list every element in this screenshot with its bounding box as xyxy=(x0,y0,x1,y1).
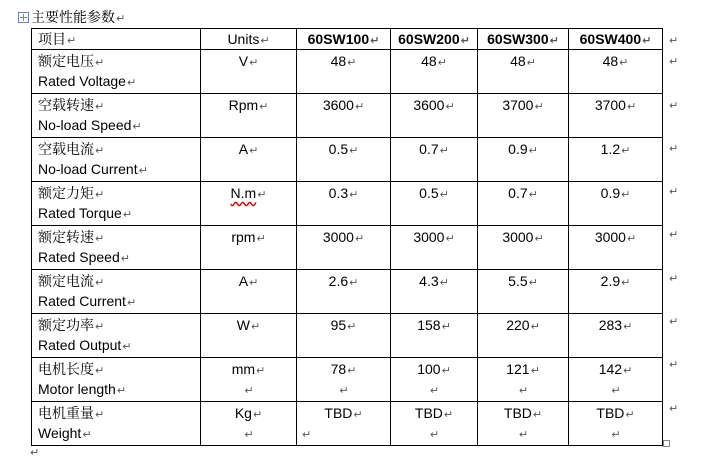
unit-value-text: A xyxy=(238,141,249,157)
parameter-name-cell xyxy=(32,182,201,226)
paragraph-mark-icon: ↵ xyxy=(530,320,540,333)
unit-value-text: V xyxy=(238,53,249,69)
paragraph-mark-icon: ↵ xyxy=(95,100,105,113)
unit-cell xyxy=(201,182,297,226)
model-value xyxy=(297,272,390,292)
value-cell xyxy=(297,314,391,358)
paragraph-mark-icon: ↵ xyxy=(532,408,543,421)
model-value xyxy=(297,96,390,116)
table-row xyxy=(32,402,663,446)
model-value xyxy=(478,316,568,336)
model-value xyxy=(478,228,568,248)
value-cell xyxy=(478,50,569,94)
model-value xyxy=(478,140,568,160)
paragraph-mark-icon: ↵ xyxy=(126,296,137,309)
paragraph-mark-icon: ↵ xyxy=(445,100,455,113)
parameter-name-cell xyxy=(32,94,201,138)
paragraph-mark-icon: ↵ xyxy=(95,232,105,245)
value-cell xyxy=(297,226,391,270)
value-cell xyxy=(478,314,569,358)
row-end-mark-icon: ↵ xyxy=(669,34,679,47)
table-row xyxy=(32,270,663,314)
model-value-text: 0.3 xyxy=(328,185,349,201)
paragraph-mark-icon: ↵ xyxy=(95,144,105,157)
parameter-name-cn xyxy=(38,316,104,336)
model-value-text: TBD xyxy=(414,405,443,421)
paragraph-mark-icon: ↵ xyxy=(611,428,621,441)
value-cell xyxy=(391,402,478,446)
document-heading xyxy=(31,8,125,28)
value-cell xyxy=(391,358,478,402)
unit-value-text: N.m xyxy=(230,185,257,201)
paragraph-mark-icon: ↵ xyxy=(347,364,357,377)
unit-value-text: rpm xyxy=(231,229,256,245)
value-cell xyxy=(569,402,663,446)
model-value-text: 0.7 xyxy=(508,185,528,201)
unit-value xyxy=(201,96,296,116)
model-value-text: 3000 xyxy=(594,229,626,245)
table-header-row xyxy=(32,29,663,50)
paragraph-mark-icon: ↵ xyxy=(439,276,449,289)
paragraph-mark-icon: ↵ xyxy=(339,384,349,397)
table-resize-handle-icon[interactable] xyxy=(663,440,670,447)
model-value-text: 0.5 xyxy=(328,141,349,157)
paragraph-mark-icon: ↵ xyxy=(249,56,259,69)
unit-value xyxy=(201,272,296,292)
paragraph-mark-icon: ↵ xyxy=(82,428,92,441)
parameter-name-cn xyxy=(38,52,104,72)
paragraph-mark-icon: ↵ xyxy=(353,408,363,421)
paragraph-mark-icon: ↵ xyxy=(122,340,132,353)
model-value xyxy=(297,184,390,204)
model-value-text: 48 xyxy=(510,53,526,69)
value-cell xyxy=(297,50,391,94)
value-cell xyxy=(478,182,569,226)
parameter-name-cn-text: 额定转速 xyxy=(38,229,94,245)
model-value xyxy=(297,52,390,72)
model-value xyxy=(391,228,477,248)
model-value-text: 3700 xyxy=(502,97,534,113)
parameter-name-en-text: Rated Torque xyxy=(38,205,122,221)
value-cell xyxy=(391,226,478,270)
model-value-text: 121 xyxy=(506,361,530,377)
paragraph-mark-icon: ↵ xyxy=(256,364,266,377)
parameter-name-en-text: Weight xyxy=(38,425,82,441)
model-value xyxy=(391,184,477,204)
parameter-name-en xyxy=(38,204,132,224)
value-cell xyxy=(391,270,478,314)
paragraph-mark-icon: ↵ xyxy=(116,384,127,397)
model-value xyxy=(391,404,477,424)
model-value-text: 5.5 xyxy=(508,273,528,289)
performance-parameters-table xyxy=(31,28,663,446)
paragraph-mark-icon: ↵ xyxy=(623,320,633,333)
value-cell xyxy=(297,270,391,314)
unit-value-text: Rpm xyxy=(228,97,259,113)
parameter-name-en xyxy=(38,248,130,268)
value-cell xyxy=(297,402,391,446)
row-end-mark-icon: ↵ xyxy=(669,402,679,415)
parameter-name-en xyxy=(38,116,142,136)
model-value-text: 78 xyxy=(330,361,347,377)
parameter-name-cell xyxy=(32,138,201,182)
value-cell xyxy=(391,50,478,94)
row-end-mark-icon: ↵ xyxy=(669,272,679,285)
header-model-label: 60SW200↵ xyxy=(398,31,470,47)
heading-text: 主要性能参数 xyxy=(31,9,115,25)
paragraph-mark-icon: ↵ xyxy=(249,144,259,157)
paragraph-mark-icon: ↵ xyxy=(120,252,130,265)
parameter-name-cn-text: 额定电流 xyxy=(38,273,94,289)
paragraph-mark-icon: ↵ xyxy=(534,232,544,245)
paragraph-mark-icon: ↵ xyxy=(95,56,105,69)
paragraph-mark-icon: ↵ xyxy=(257,188,267,201)
paragraph-mark-icon: ↵ xyxy=(619,56,629,69)
row-end-mark-icon: ↵ xyxy=(669,99,679,112)
paragraph-mark-icon: ↵ xyxy=(244,428,254,441)
model-value xyxy=(391,272,477,292)
parameter-name-en-text: Rated Voltage xyxy=(38,73,126,89)
model-value xyxy=(391,316,477,336)
unit-cell xyxy=(201,270,297,314)
model-value xyxy=(478,272,568,292)
unit-cell xyxy=(201,402,297,446)
paragraph-mark-icon: ↵ xyxy=(354,232,365,245)
unit-value xyxy=(201,404,296,424)
paragraph-mark-icon: ↵ xyxy=(439,144,449,157)
unit-value-text: A xyxy=(238,273,249,289)
paragraph-mark-icon: ↵ xyxy=(132,120,142,133)
paragraph-mark-icon: ↵ xyxy=(437,56,447,69)
paragraph-mark-icon: ↵ xyxy=(623,364,633,377)
parameter-name-en xyxy=(38,336,132,356)
value-cell xyxy=(391,314,478,358)
parameter-name-cell xyxy=(32,402,201,446)
value-cell xyxy=(569,358,663,402)
model-value-text: 3000 xyxy=(502,229,534,245)
model-value xyxy=(569,140,662,160)
value-cell xyxy=(297,358,391,402)
model-value-text: 283 xyxy=(598,317,623,333)
model-value-text: 48 xyxy=(602,53,619,69)
header-units-cell xyxy=(201,29,297,50)
unit-value-text: mm xyxy=(231,361,256,377)
row-end-mark-icon: ↵ xyxy=(669,315,679,328)
model-value-text: 95 xyxy=(330,317,347,333)
parameter-name-cn xyxy=(38,184,104,204)
model-value-text: 158 xyxy=(417,317,441,333)
header-model-label: 60SW300↵ xyxy=(487,31,559,47)
paragraph-mark-icon: ↵ xyxy=(534,100,544,113)
parameter-name-cn xyxy=(38,272,104,292)
paragraph-mark-icon: ↵ xyxy=(530,364,540,377)
value-cell xyxy=(569,138,663,182)
value-cell xyxy=(569,50,663,94)
model-value-text: 100 xyxy=(417,361,441,377)
model-value xyxy=(569,404,662,424)
header-model-cell xyxy=(478,29,569,50)
model-value xyxy=(478,360,568,380)
header-model-cell xyxy=(391,29,478,50)
unit-value xyxy=(201,228,296,248)
parameter-name-cn xyxy=(38,228,104,248)
row-end-mark-icon: ↵ xyxy=(669,185,679,198)
table-row xyxy=(32,50,663,94)
paragraph-mark-icon: ↵ xyxy=(95,320,105,333)
parameter-name-en-text: Rated Current xyxy=(38,293,126,309)
paragraph-mark-icon: ↵ xyxy=(518,384,529,397)
parameter-name-cn xyxy=(38,360,104,380)
header-model-label: 60SW100↵ xyxy=(307,31,380,47)
parameter-name-cell xyxy=(32,270,201,314)
unit-value xyxy=(201,360,296,380)
model-value-text: TBD xyxy=(324,405,353,421)
model-value-text: 0.9 xyxy=(508,141,528,157)
paragraph-mark-icon: ↵ xyxy=(625,408,635,421)
parameter-name-cn-text: 电机重量 xyxy=(38,405,94,421)
paragraph-mark-icon: ↵ xyxy=(122,208,133,221)
paragraph-mark-icon: ↵ xyxy=(445,232,455,245)
parameter-name-cn-text: 额定电压 xyxy=(38,53,94,69)
model-value-text: 3600 xyxy=(413,97,445,113)
model-value xyxy=(297,404,390,424)
paragraph-mark-icon: ↵ xyxy=(95,364,105,377)
value-cell xyxy=(478,226,569,270)
table-row xyxy=(32,94,663,138)
parameter-name-cn-text: 电机长度 xyxy=(38,361,94,377)
value-cell xyxy=(478,402,569,446)
value-cell xyxy=(297,138,391,182)
row-end-mark-icon: ↵ xyxy=(669,228,679,241)
paragraph-mark-icon: ↵ xyxy=(611,384,621,397)
model-value-text: 48 xyxy=(421,53,437,69)
value-cell xyxy=(478,358,569,402)
model-value-text: 2.9 xyxy=(600,273,621,289)
paragraph-mark-icon: ↵ xyxy=(518,428,529,441)
value-cell xyxy=(478,94,569,138)
paragraph-mark-icon: ↵ xyxy=(347,56,357,69)
parameter-name-cn xyxy=(38,404,104,424)
paragraph-mark-icon: ↵ xyxy=(626,100,637,113)
value-cell xyxy=(297,94,391,138)
paragraph-mark-icon: ↵ xyxy=(256,232,266,245)
model-value xyxy=(391,96,477,116)
parameter-name-en xyxy=(38,380,126,400)
parameter-name-cell xyxy=(32,226,201,270)
paragraph-mark-icon: ↵ xyxy=(621,276,631,289)
unit-value xyxy=(201,140,296,160)
model-value xyxy=(569,228,662,248)
parameter-name-en xyxy=(38,72,136,92)
parameter-name-cn-text: 额定功率 xyxy=(38,317,94,333)
model-value xyxy=(297,140,390,160)
paragraph-mark-icon: ↵ xyxy=(528,276,538,289)
value-cell xyxy=(297,182,391,226)
unit-cell xyxy=(201,358,297,402)
parameter-name-en-text: No-load Current xyxy=(38,161,138,177)
paragraph-mark-icon: ↵ xyxy=(95,276,105,289)
table-move-handle-icon[interactable] xyxy=(18,12,29,23)
unit-value xyxy=(201,184,296,204)
model-value xyxy=(569,96,662,116)
model-value xyxy=(297,316,390,336)
table-row xyxy=(32,138,663,182)
model-value-text: 48 xyxy=(330,53,347,69)
paragraph-mark-icon: ↵ xyxy=(443,408,454,421)
model-value-text: 3600 xyxy=(322,97,354,113)
value-cell xyxy=(569,94,663,138)
parameter-name-en xyxy=(38,424,92,444)
parameter-name-en-text: Rated Speed xyxy=(38,249,120,265)
row-end-mark-icon: ↵ xyxy=(669,358,679,371)
unit-cell xyxy=(201,226,297,270)
header-item-cell xyxy=(32,29,201,50)
paragraph-mark-icon: ↵ xyxy=(302,428,312,441)
model-value-text: 3000 xyxy=(322,229,354,245)
model-value-text: 220 xyxy=(506,317,530,333)
paragraph-mark-icon: ↵ xyxy=(251,320,261,333)
model-value-text: 2.6 xyxy=(328,273,349,289)
model-value xyxy=(391,140,477,160)
model-value-text: 3700 xyxy=(594,97,626,113)
paragraph-mark-icon: ↵ xyxy=(252,408,263,421)
parameter-name-cn xyxy=(38,140,104,160)
paragraph-mark-icon: ↵ xyxy=(621,144,631,157)
value-cell xyxy=(569,270,663,314)
parameter-name-en-text: No-load Speed xyxy=(38,117,132,133)
model-value xyxy=(391,52,477,72)
paragraph-mark-icon: ↵ xyxy=(349,276,359,289)
model-value xyxy=(478,404,568,424)
paragraph-mark-icon: ↵ xyxy=(95,408,105,421)
model-value-text: TBD xyxy=(503,405,532,421)
header-units-label: Units↵ xyxy=(227,31,270,47)
unit-cell xyxy=(201,314,297,358)
unit-cell xyxy=(201,50,297,94)
model-value xyxy=(569,272,662,292)
model-value xyxy=(391,360,477,380)
model-value-text: 142 xyxy=(598,361,623,377)
header-item-label: 项目↵ xyxy=(38,31,77,47)
unit-value xyxy=(201,316,296,336)
paragraph-mark-icon: ↵ xyxy=(441,364,451,377)
paragraph-mark-icon: ↵ xyxy=(95,188,105,201)
paragraph-mark-icon: ↵ xyxy=(259,100,269,113)
parameter-name-en-text: Motor length xyxy=(38,381,116,397)
parameter-name-en xyxy=(38,292,136,312)
paragraph-mark-icon: ↵ xyxy=(429,384,440,397)
paragraph-mark-icon: ↵ xyxy=(244,384,254,397)
table-row xyxy=(32,226,663,270)
unit-value-text: W xyxy=(236,317,250,333)
parameter-name-cell xyxy=(32,314,201,358)
row-end-mark-icon: ↵ xyxy=(669,142,679,155)
model-value-text: 4.3 xyxy=(419,273,439,289)
paragraph-mark-icon: ↵ xyxy=(349,188,359,201)
model-value-text: 1.2 xyxy=(600,141,621,157)
paragraph-mark-icon: ↵ xyxy=(528,144,538,157)
header-model-label: 60SW400↵ xyxy=(579,31,652,47)
paragraph-mark-icon: ↵ xyxy=(528,188,538,201)
value-cell xyxy=(569,314,663,358)
model-value xyxy=(569,360,662,380)
model-value xyxy=(569,52,662,72)
value-cell xyxy=(478,138,569,182)
model-value xyxy=(569,316,662,336)
paragraph-mark-icon: ↵ xyxy=(249,276,259,289)
parameter-name-cn-text: 空载转速 xyxy=(38,97,94,113)
row-end-mark-icon: ↵ xyxy=(669,55,679,68)
header-model-cell xyxy=(569,29,663,50)
value-cell xyxy=(478,270,569,314)
paragraph-mark-icon: ↵ xyxy=(626,232,637,245)
paragraph-mark-icon: ↵ xyxy=(526,56,536,69)
paragraph-mark-icon: ↵ xyxy=(439,188,449,201)
paragraph-mark-icon: ↵ xyxy=(354,100,365,113)
model-value xyxy=(478,52,568,72)
paragraph-mark-icon: ↵ xyxy=(30,446,40,459)
parameter-name-cn-text: 额定力矩 xyxy=(38,185,94,201)
header-model-cell xyxy=(297,29,391,50)
parameter-name-cell xyxy=(32,358,201,402)
value-cell xyxy=(391,94,478,138)
value-cell xyxy=(569,182,663,226)
model-value xyxy=(297,228,390,248)
parameter-name-en-text: Rated Output xyxy=(38,337,122,353)
model-value-text: 0.9 xyxy=(600,185,621,201)
paragraph-mark-icon: ↵ xyxy=(126,76,137,89)
parameter-name-cell xyxy=(32,50,201,94)
model-value-text: 0.7 xyxy=(419,141,439,157)
parameter-name-en xyxy=(38,160,148,180)
parameter-name-cn-text: 空载电流 xyxy=(38,141,94,157)
table-row xyxy=(32,182,663,226)
model-value-text: 0.5 xyxy=(419,185,439,201)
value-cell xyxy=(391,138,478,182)
value-cell xyxy=(391,182,478,226)
table-row xyxy=(32,358,663,402)
unit-value xyxy=(201,52,296,72)
model-value xyxy=(569,184,662,204)
paragraph-mark-icon: ↵ xyxy=(441,320,451,333)
unit-value-text: Kg xyxy=(234,405,252,421)
table-row xyxy=(32,314,663,358)
paragraph-mark-icon: ↵ xyxy=(349,144,359,157)
model-value-text: 3000 xyxy=(413,229,445,245)
paragraph-mark-icon: ↵ xyxy=(116,12,126,25)
model-value-text: TBD xyxy=(596,405,625,421)
unit-cell xyxy=(201,94,297,138)
unit-cell xyxy=(201,138,297,182)
paragraph-mark-icon: ↵ xyxy=(138,164,148,177)
value-cell xyxy=(569,226,663,270)
model-value xyxy=(297,360,390,380)
paragraph-mark-icon: ↵ xyxy=(347,320,357,333)
model-value xyxy=(478,184,568,204)
parameter-name-cn xyxy=(38,96,104,116)
paragraph-mark-icon: ↵ xyxy=(429,428,440,441)
paragraph-mark-icon: ↵ xyxy=(621,188,631,201)
model-value xyxy=(478,96,568,116)
